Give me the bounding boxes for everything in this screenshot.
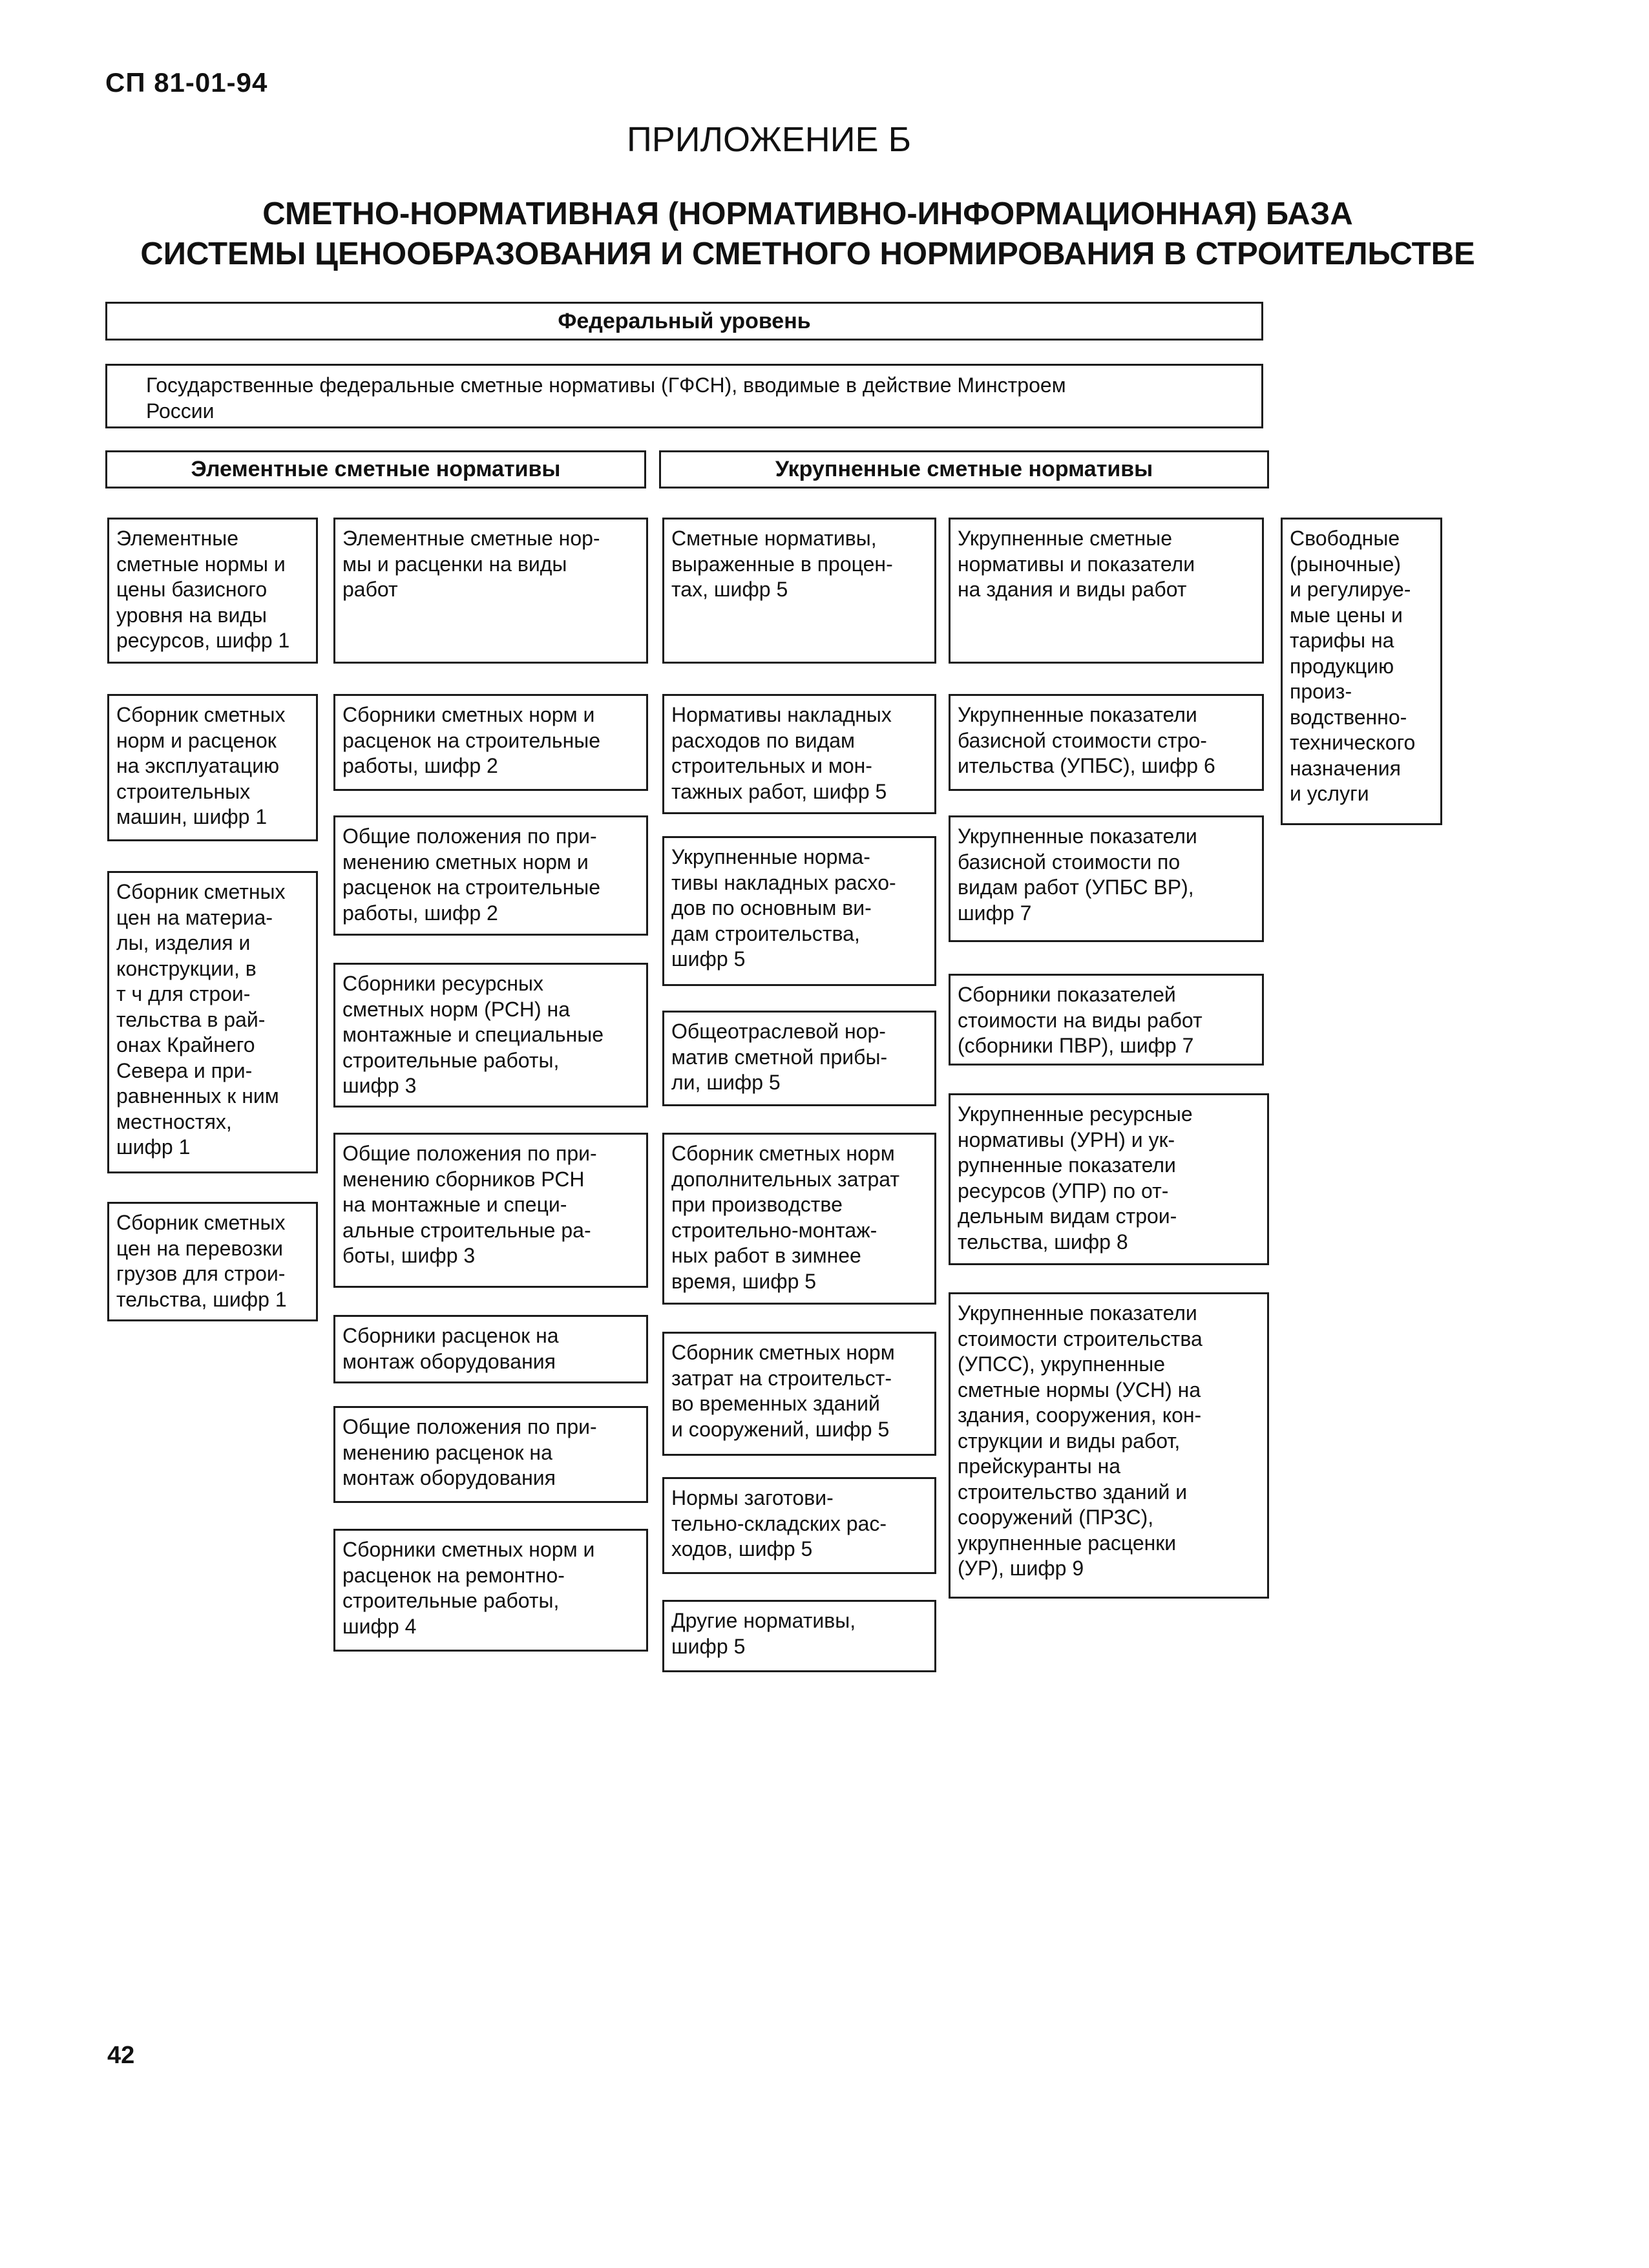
aggregated-norms-label: Укрупненные сметные нормативы: [775, 457, 1153, 481]
col3-item-5: Сборник сметных норм дополнительных затрат при производстве строительно-монтаж- ных работ в зимнее время, шифр 5: [662, 1133, 936, 1305]
col4-item-1: Укрупненные сметные нормативы и показатели на здания и виды работ: [949, 518, 1264, 664]
document-title: [78, 194, 1538, 274]
federal-level-label: Федеральный уровень: [558, 308, 811, 333]
col3-item-2: Нормативы накладных расходов по видам строительных и мон- тажных работ, шифр 5: [662, 694, 936, 814]
elementary-norms-label: Элементные сметные нормативы: [191, 457, 561, 481]
col2-item-1: Элементные сметные нор- мы и расценки на виды работ: [333, 518, 648, 664]
col4-item-2: Укрупненные показатели базисной стоимости стро- ительства (УПБС), шифр 6: [949, 694, 1264, 791]
appendix-heading: ПРИЛОЖЕНИЕ Б: [626, 120, 912, 159]
col3-item-1: Сметные нормативы, выраженные в процен- тах, шифр 5: [662, 518, 936, 664]
col2-item-5: Общие положения по при- менению сборников РСН на монтажные и специ- альные строительные ра- боты, шифр 3: [333, 1133, 648, 1288]
col2-item-6: Сборники расценок на монтаж оборудования: [333, 1315, 648, 1383]
document-code: СП 81-01-94: [105, 67, 268, 98]
col3-item-7: Нормы заготови- тельно-складских рас- ходов, шифр 5: [662, 1477, 936, 1574]
col2-item-2: Сборники сметных норм и расценок на строительные работы, шифр 2: [333, 694, 648, 791]
col1-item-3: Сборник сметных цен на материа- лы, изделия и конструкции, в т ч для строи- тельства в рай- онах Крайнего Севера и при- равненных к ним местностях, шифр 1: [107, 871, 318, 1173]
aggregated-norms-header: [659, 450, 1269, 488]
page-number: 42: [107, 2042, 135, 2069]
col1-item-1: Элементные сметные нормы и цены базисного уровня на виды ресурсов, шифр 1: [107, 518, 318, 664]
col4-item-6: Укрупненные показатели стоимости строительства (УПСС), укрупненные сметные нормы (УСН) на здания, сооружения, кон- струкции и виды работ, прейскуранты на строительство зданий и сооружений (ПРЗС), укрупненные расценки (УР), шифр 9: [949, 1292, 1269, 1599]
title-line-2: СИСТЕМЫ ЦЕНООБРАЗОВАНИЯ И СМЕТНОГО НОРМИРОВАНИЯ В СТРОИТЕЛЬСТВЕ: [140, 236, 1475, 271]
col1-item-4: Сборник сметных цен на перевозки грузов для строи- тельства, шифр 1: [107, 1202, 318, 1321]
col4-item-4: Сборники показателей стоимости на виды работ (сборники ПВР), шифр 7: [949, 974, 1264, 1066]
elementary-norms-header: [105, 450, 646, 488]
col2-item-4: Сборники ресурсных сметных норм (РСН) на монтажные и специальные строительные работы, шифр 3: [333, 963, 648, 1108]
federal-level-box: [105, 302, 1263, 341]
col1-item-2: Сборник сметных норм и расценок на эксплуатацию строительных машин, шифр 1: [107, 694, 318, 841]
col2-item-3: Общие положения по при- менению сметных норм и расценок на строительные работы, шифр 2: [333, 815, 648, 936]
title-line-1: СМЕТНО-НОРМАТИВНАЯ (НОРМАТИВНО-ИНФОРМАЦИОННАЯ) БАЗА: [262, 196, 1353, 231]
col4-item-5: Укрупненные ресурсные нормативы (УРН) и ук- рупненные показатели ресурсов (УПР) по от- дельным видам строи- тельства, шифр 8: [949, 1093, 1269, 1265]
gfsn-text: Государственные федеральные сметные нормативы (ГФСН), вводимые в действие Минстроем России: [146, 373, 1066, 423]
gfsn-box: [105, 364, 1263, 428]
col3-item-3: Укрупненные норма- тивы накладных расхо- дов по основным ви- дам строительства, шифр 5: [662, 836, 936, 986]
col2-item-8: Сборники сметных норм и расценок на ремонтно- строительные работы, шифр 4: [333, 1529, 648, 1652]
col3-item-6: Сборник сметных норм затрат на строительст- во временных зданий и сооружений, шифр 5: [662, 1332, 936, 1456]
col3-item-4: Общеотраслевой нор- матив сметной прибы- ли, шифр 5: [662, 1011, 936, 1106]
col2-item-7: Общие положения по при- менению расценок на монтаж оборудования: [333, 1406, 648, 1503]
col4-item-3: Укрупненные показатели базисной стоимости по видам работ (УПБС ВР), шифр 7: [949, 815, 1264, 942]
col3-item-8: Другие нормативы, шифр 5: [662, 1600, 936, 1672]
col5-item-1: Свободные (рыночные) и регулируе- мые цены и тарифы на продукцию произ- водственно- технического назначения и услуги: [1281, 518, 1442, 825]
